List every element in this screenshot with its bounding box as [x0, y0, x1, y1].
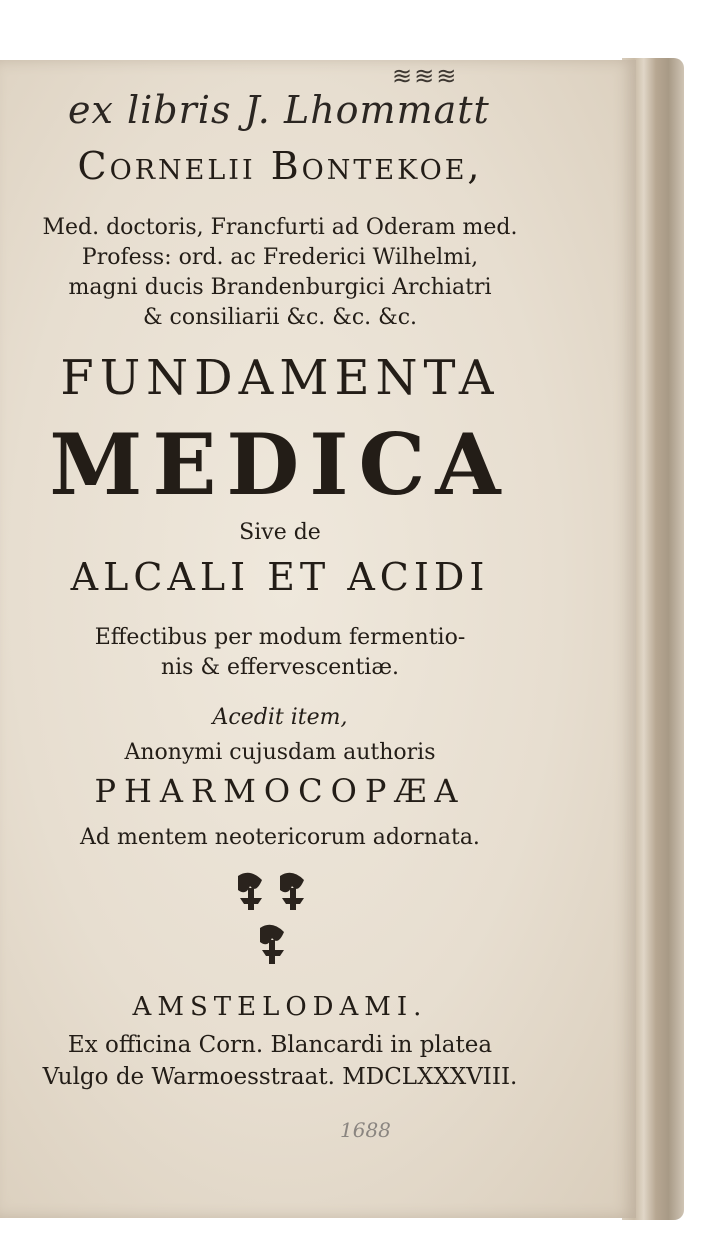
title-page	[0, 60, 636, 1218]
main-title-line-2: MEDICA	[49, 415, 511, 514]
credentials-line-3: magni ducis Brandenburgici Archiatri	[68, 275, 492, 300]
provenance-inscription: ex libris J. Lhommatt	[68, 88, 490, 132]
imprint-line-2: Vulgo de Warmoesstraat. MDCLXXXVIII.	[42, 1064, 518, 1090]
author-name: Cornelii Bontekoe,	[77, 144, 483, 188]
credentials-line-2: Profess: ord. ac Frederici Wilhelmi,	[81, 245, 479, 270]
anonymi-author: Anonymi cujusdam authoris	[124, 740, 436, 765]
imprint-line-1: Ex officina Corn. Blancardi in platea	[67, 1032, 493, 1058]
printers-ornament-icon	[232, 870, 324, 974]
subtitle: ALCALI ET ACIDI	[70, 555, 490, 599]
sive-de: Sive de	[239, 520, 321, 545]
acedit-item: Acedit item,	[212, 705, 348, 730]
credentials-line-4: & consiliarii &c. &c. &c.	[142, 305, 418, 330]
pencil-date-note: 1688	[340, 1118, 391, 1142]
main-title-line-1: FUNDAMENTA	[60, 350, 500, 406]
effectibus-line-1: Effectibus per modum fermentio-	[94, 625, 466, 650]
effectibus-line-2: nis & effervescentiæ.	[160, 655, 400, 680]
credentials-line-1: Med. doctoris, Francfurti ad Oderam med.	[42, 215, 518, 240]
imprint-city: AMSTELODAMI.	[132, 992, 428, 1022]
struck-inscription: ≋≋≋	[392, 62, 459, 90]
pharmacopaea: PHARMOCOPÆA	[94, 772, 466, 810]
ad-mentem: Ad mentem neotericorum adornata.	[80, 825, 480, 850]
